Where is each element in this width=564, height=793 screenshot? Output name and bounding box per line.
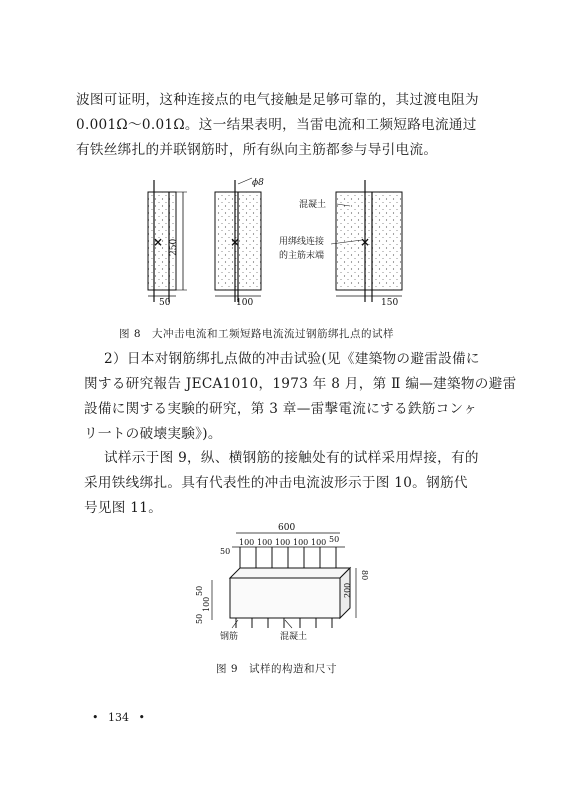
dimension-150: 150 — [381, 298, 399, 308]
dimension-left-3: 50 — [195, 613, 204, 624]
paragraph-3-line-2: 采用铁线绑扎。具有代表性的冲击电流波形示于图 10。钢筋代 — [84, 475, 468, 491]
footer-bullet-left: • — [92, 711, 99, 724]
dimension-600: 600 — [278, 523, 296, 533]
footer-bullet-right: • — [138, 711, 145, 724]
paragraph-1-line-1: 波图可证明，这种连接点的电气接触是足够可靠的，其过渡电阻为 — [76, 92, 479, 108]
label-tie-line-2: 的主筋末端 — [279, 251, 325, 261]
dimension-100: 100 — [236, 298, 254, 308]
dimension-top-3: 100 — [257, 538, 273, 547]
paragraph-1-line-2: 0.001Ω～0.01Ω。这一结果表明，当雷电流和工频短路电流通过 — [76, 117, 477, 133]
paragraph-3-line-1: 试样示于图 9，纵、横钢筋的接触处有的试样采用焊接，有的 — [104, 450, 479, 466]
specimen-150 — [279, 180, 402, 308]
dimension-top-4: 100 — [275, 538, 291, 547]
figure-8-caption: 图 8 大冲击电流和工频短路电流流过钢筋绑扎点的试样 — [119, 328, 395, 340]
paragraph-2-line-1: 2）日本对钢筋绑扎点做的冲击试验(见《建築物の避雷設備に — [104, 351, 480, 367]
dimension-left-1: 50 — [195, 585, 204, 596]
svg-text:×: × — [230, 235, 241, 249]
page-footer — [92, 711, 145, 724]
label-tie-line-1: 用绑线连接 — [279, 237, 325, 247]
paragraph-2-line-2: 関する研究報告 JECA1010，1973 年 8 月，第 Ⅱ 编—建築物の避雷 — [84, 376, 517, 392]
dimension-top-2: 100 — [239, 538, 255, 547]
figure-8-diagram — [140, 176, 430, 311]
paragraph-2-line-3: 設備に関する実験的研究，第 3 章—雷撃電流にする鉄筋コンヶ — [84, 401, 478, 417]
dimension-top-6: 100 — [311, 538, 327, 547]
paragraph-3-line-3: 号见图 11。 — [84, 500, 163, 516]
label-rebar: 钢筋 — [220, 632, 239, 642]
label-phi8: ϕ8 — [252, 178, 264, 188]
dimension-left-2: 100 — [202, 596, 211, 612]
paragraph-2 — [84, 347, 517, 447]
paragraph-2-line-4: リ一トの破壊実験》)。 — [84, 426, 222, 442]
dimension-top-7: 50 — [329, 535, 340, 544]
label-concrete-fig9: 混凝土 — [280, 632, 308, 642]
label-concrete-fig8: 混凝土 — [299, 200, 327, 210]
dimension-80: 80 — [360, 570, 369, 581]
paragraph-1 — [76, 88, 496, 163]
svg-text:×: × — [153, 235, 164, 249]
figure-9-diagram — [190, 520, 380, 645]
svg-text:×: × — [360, 235, 371, 249]
paragraph-3 — [84, 446, 504, 521]
specimen-50 — [148, 180, 187, 308]
specimen-100 — [215, 178, 264, 308]
dimension-top-5: 100 — [293, 538, 309, 547]
figure-9-caption: 图 9 试样的构造和尺寸 — [216, 663, 338, 675]
top-spacing-labels — [220, 535, 339, 556]
dimension-200: 200 — [343, 582, 352, 598]
page-number: 134 — [108, 711, 129, 724]
dimension-250: 250 — [169, 238, 179, 256]
dimension-50: 50 — [159, 298, 171, 308]
dimension-top-1: 50 — [220, 547, 231, 556]
paragraph-1-line-3: 有铁丝绑扎的并联钢筋时，所有纵向主筋都参与导引电流。 — [76, 142, 438, 158]
